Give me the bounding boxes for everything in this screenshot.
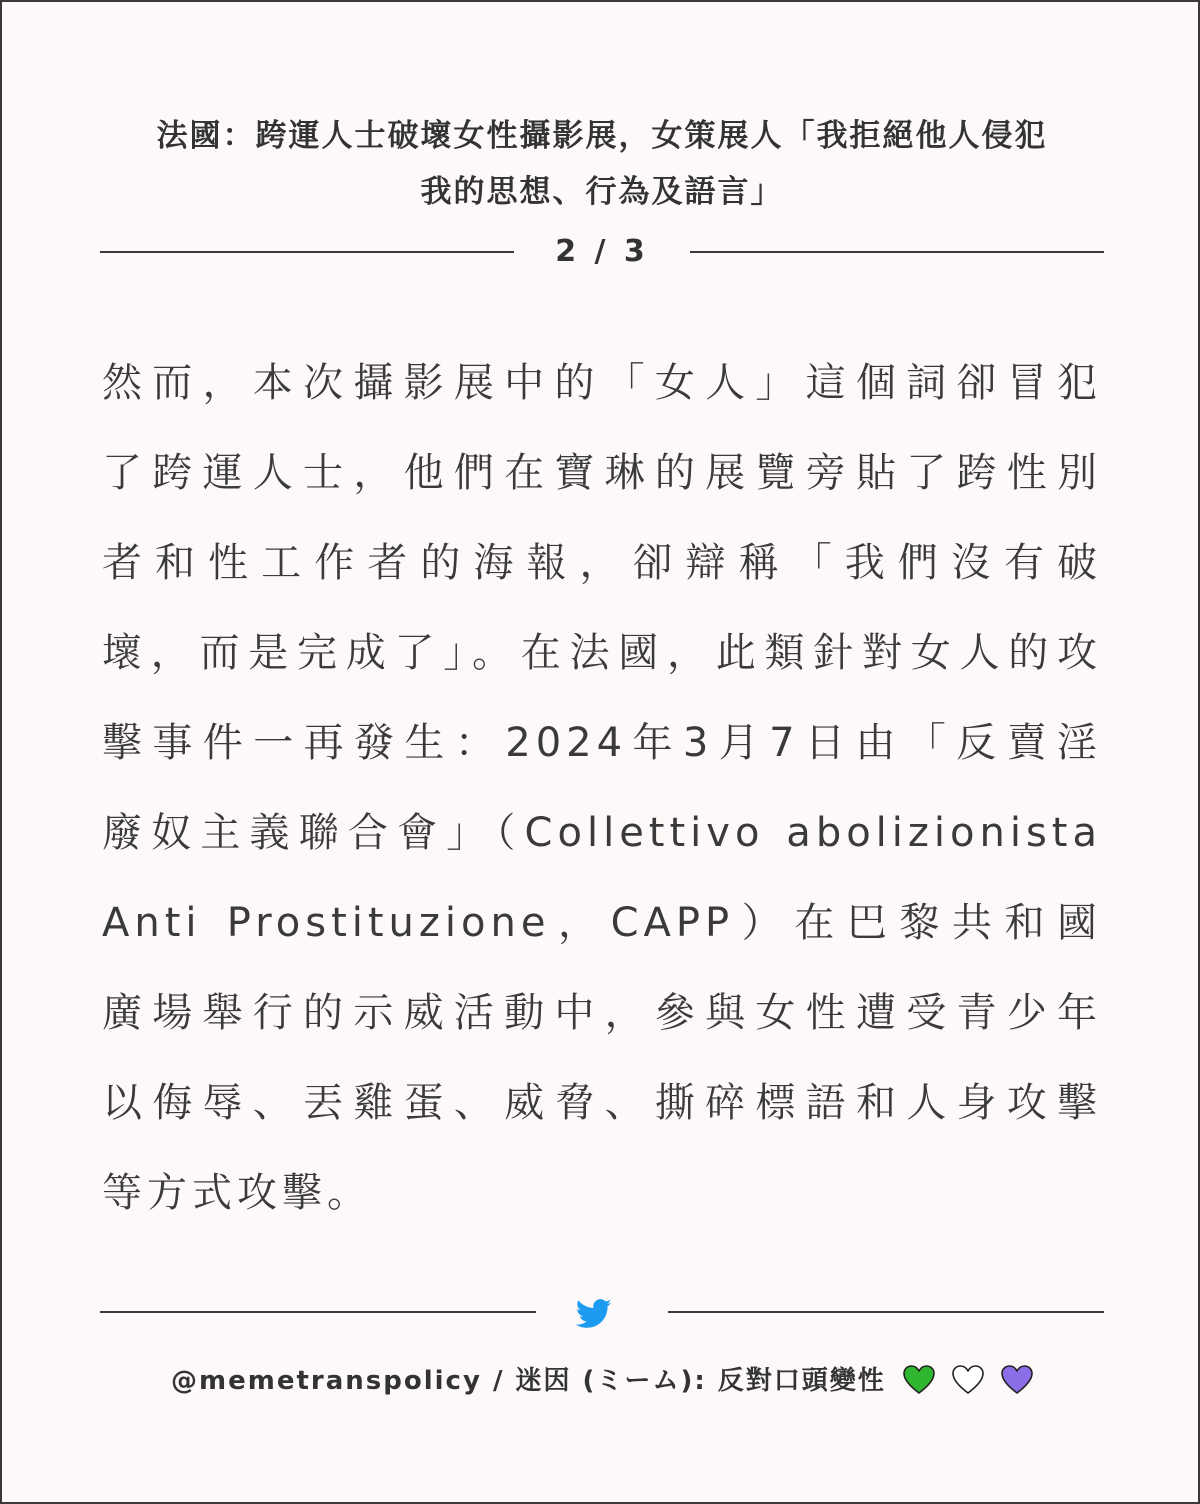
article-line: 者和性工作者的海報，卻辯稱「我們沒有破 [102,540,1102,586]
article-line: 廣場舉行的示威活動中，參與女性遭受青少年 [102,990,1102,1036]
article-line: 以侮辱、丟雞蛋、威脅、撕碎標語和人身攻擊 [102,1080,1102,1126]
article-line: 擊事件一再發生：2024年3月7日由「反賣淫 [102,720,1102,766]
page-title [98,108,1106,220]
green-heart-icon [903,1365,935,1395]
footer-divider-line-right [668,1311,1104,1313]
author-handle[interactable]: @memetranspolicy / 迷因 (ミーム): 反對口頭變性 [171,1366,886,1396]
article-line: 然而，本次攝影展中的「女人」這個詞卻冒犯 [102,360,1102,406]
article-line: 壞，而是完成了」。在法國，此類針對女人的攻 [102,630,1102,676]
twitter-bird-icon[interactable] [576,1298,612,1330]
white-heart-icon [952,1365,984,1395]
article-line: 了跨運人士，他們在寶琳的展覽旁貼了跨性別 [102,450,1102,496]
article-body [102,338,1102,1238]
page-indicator: 2 / 3 [555,234,649,269]
title-line-2: 我的思想、行為及語言」 [420,174,784,210]
article-line: Anti Prostituzione，CAPP）在巴黎共和國 [102,900,1102,946]
page-indicator-divider [100,232,1104,272]
purple-heart-icon [1001,1365,1033,1395]
article-line: 廢奴主義聯合會」（Collettivo abolizionista [102,810,1102,856]
footer-divider-line-left [100,1311,536,1313]
title-line-1: 法國：跨運人士破壞女性攝影展，女策展人「我拒絕他人侵犯 [156,118,1048,154]
article-line: 等方式攻擊。 [102,1170,372,1216]
footer-attribution [62,1358,1142,1404]
divider-line-right [690,251,1104,253]
